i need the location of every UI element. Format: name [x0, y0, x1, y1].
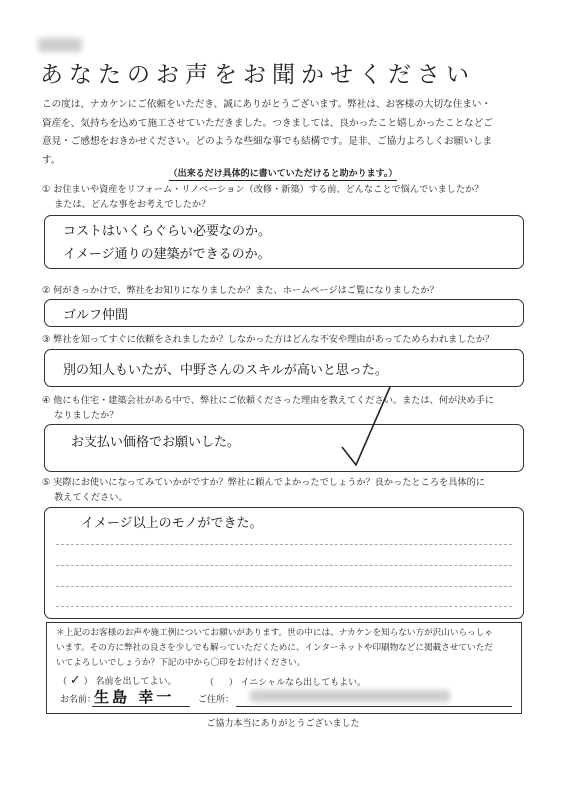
answer-1-line-1: コストはいくらぐらい必要なのか。	[63, 224, 272, 239]
check-mark-icon	[336, 385, 396, 475]
question-2: ② 何がきっかけで、弊社をお知りになりましたか？また、ホームページはご覧になりましたか？	[42, 285, 439, 296]
footer-thanks: ご協力本当にありがとうございました	[206, 719, 360, 729]
option-name-ok[interactable]: （ ✓ ） 名前を出してよい。	[58, 673, 177, 688]
ruled-line	[56, 606, 512, 607]
consent-note: ＊上記のお客様のお声や施工例についてお願いがあります。世の中には、ナカケンを知らない方が沢山いらっしゃ います。その方に弊社の良さを少しでも解っていただくために、インターネットや印刷物などに掲載させていただ いてよろしいでしょうか？下記の中から〇印をお付けください。	[56, 628, 493, 668]
answer-box-3	[44, 349, 524, 387]
answer-5: イメージ以上のモノができた。	[81, 516, 263, 531]
name-underline	[92, 706, 190, 707]
answer-2: ゴルフ仲間	[63, 308, 129, 323]
redacted-header	[38, 38, 82, 52]
name-value: 生島 幸一	[94, 688, 175, 706]
option-initial-ok[interactable]: （ ） イニシャルなら出してもよい。	[205, 678, 367, 688]
answer-box-4	[44, 424, 524, 472]
option-2-label: イニシャルなら出してもよい。	[240, 678, 367, 688]
address-label: ご住所：	[198, 695, 235, 705]
ruled-line	[56, 586, 512, 587]
intro-text: この度は、ナカケンにご依頼をいただき、誠にありがとうございます。弊社は、お客様の大切な住まい・ 資産を、気持ちを込めて施工させていただきました。つきましては、良かったこと嬉しかったことなどご 意見・ご感想をおきかせください。どのような些細な事でも結構です。是非、ご協力よろしくお願いしま す。	[42, 99, 493, 166]
page-title: あなたのお声をお聞かせください	[40, 62, 475, 88]
answer-4: お支払い価格でお願いした。	[71, 435, 241, 450]
answer-box-2	[44, 299, 524, 327]
answer-1-line-2: イメージ通りの建築ができるのか。	[63, 247, 271, 262]
redacted-address	[250, 690, 450, 702]
answer-box-1	[44, 215, 524, 269]
answer-3: 別の知人もいたが、中野さんのスキルが高いと思った。	[63, 363, 388, 378]
ruled-line	[56, 565, 512, 566]
ruled-line	[56, 544, 512, 545]
subheading: （出来るだけ具体的に書いていただけると助かります。）	[168, 169, 398, 179]
question-1: ① お住まいや資産をリフォーム・リノベーション（改修・新築）する前、どんなことで悩んでいましたか？ または、どんな事をお考えでしたか？	[42, 184, 484, 210]
option-1-mark: ✓	[69, 673, 81, 688]
option-1-label: 名前を出してよい。	[95, 677, 177, 687]
question-4: ④ 他にも住宅・建築会社がある中で、弊社にご依頼くださった理由を教えてください。または、何が決め手に なりましたか？	[42, 395, 494, 421]
name-label: お名前：	[60, 695, 97, 705]
question-3: ③ 弊社を知ってすぐに依頼をされましたか？しなかった方はどんな不安や理由があってためらわれましたか？	[42, 334, 495, 345]
address-underline	[236, 706, 512, 707]
answer-box-5	[44, 507, 524, 619]
question-5: ⑤ 実際にお使いになってみていかがですか？弊社に頼んでよかったでしょうか？良かったところを具体的に 教えてください。	[42, 477, 485, 503]
